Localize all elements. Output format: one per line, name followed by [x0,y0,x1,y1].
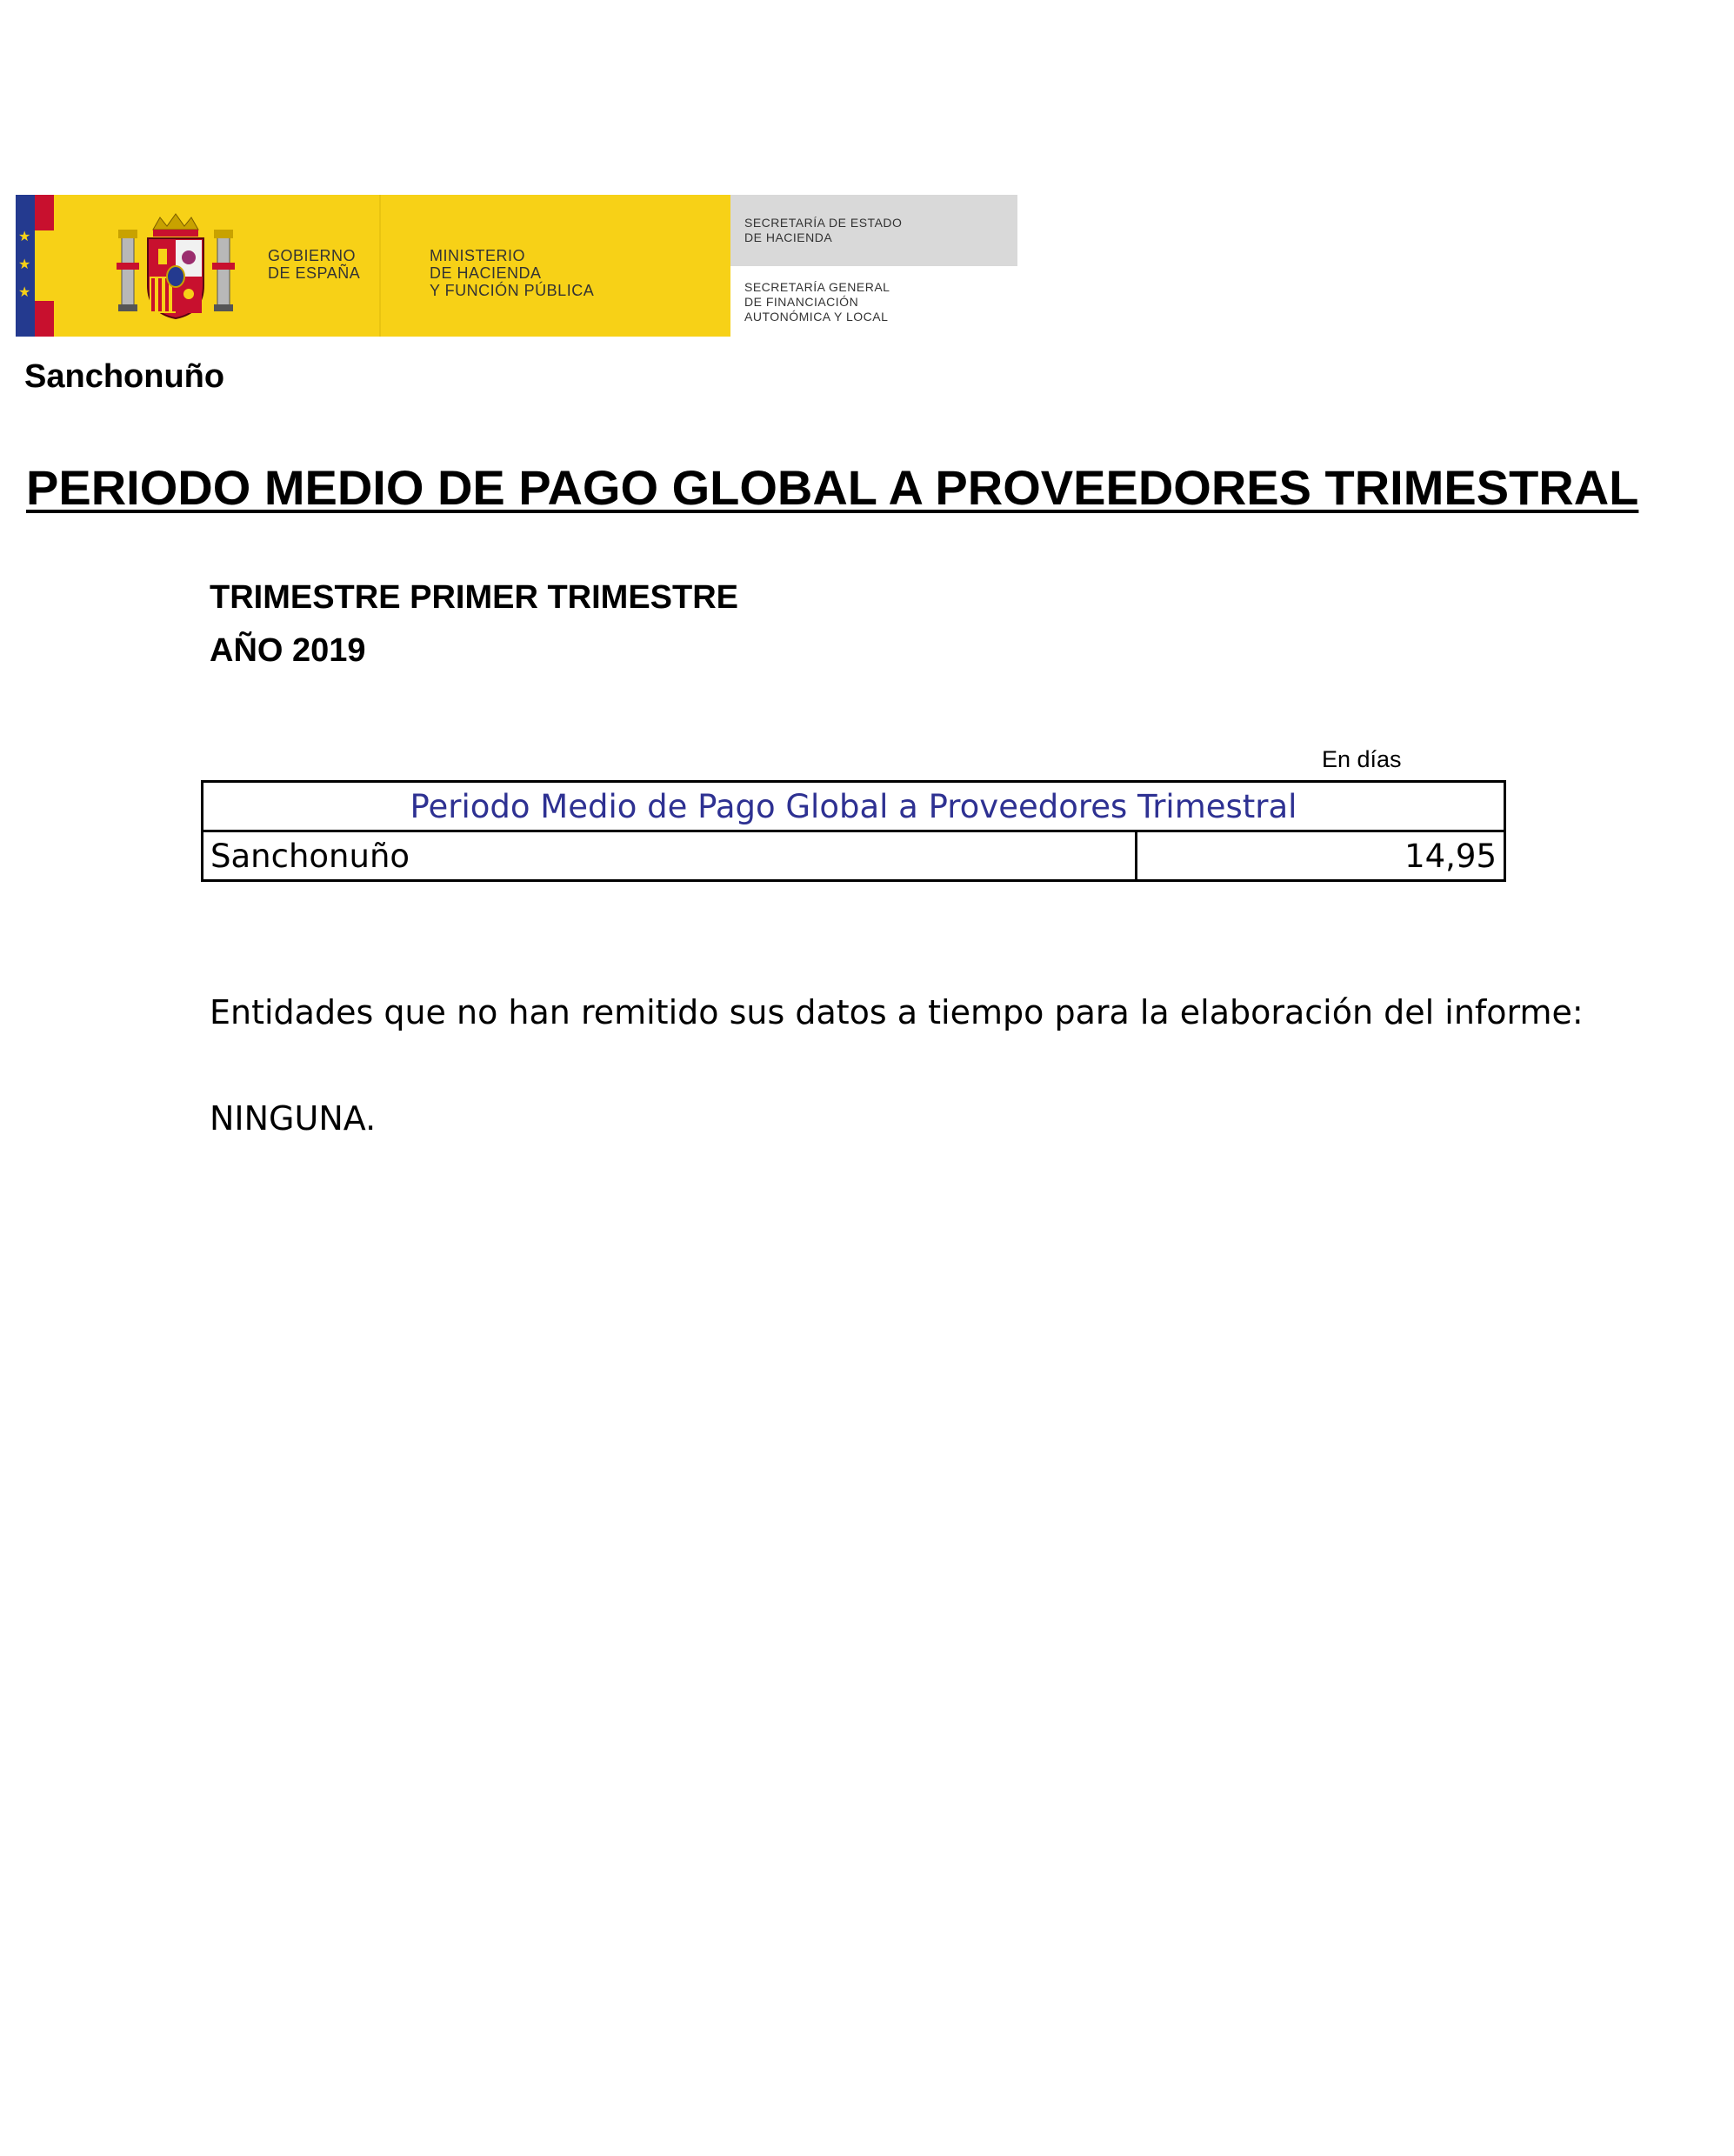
municipality-name: Sanchonuño [24,358,225,395]
ministry-name: MINISTERIO DE HACIENDA Y FUNCIÓN PÚBLICA [430,247,595,299]
page-title: PERIODO MEDIO DE PAGO GLOBAL A PROVEEDORES TRIMESTRAL [26,460,1639,515]
table-row [203,831,1505,881]
quarter-label: TRIMESTRE PRIMER TRIMESTRE [210,579,739,616]
coat-of-arms-icon [115,210,237,324]
pmp-value-cell: 14,95 [1137,831,1505,881]
star-icon: ★ [18,256,31,272]
government-name: GOBIERNO DE ESPAÑA [268,247,361,282]
table-header: Periodo Medio de Pago Global a Proveedores Trimestral [203,782,1505,831]
year-label: AÑO 2019 [210,632,366,669]
secretaria-general-block: SECRETARÍA GENERAL DE FINANCIACIÓN AUTONÓMICA Y LOCAL [730,266,1017,337]
header-banner [16,195,1017,337]
entity-cell: Sanchonuño [203,831,1137,881]
unit-note: En días [1322,746,1402,772]
missing-entities-value: NINGUNA. [210,1099,377,1138]
star-icon: ★ [18,284,31,300]
pmp-table [201,780,1506,882]
star-icon: ★ [18,228,31,244]
missing-entities-label: Entidades que no han remitido sus datos a tiempo para la elaboración del informe: [210,993,1584,1031]
secretaria-estado-block: SECRETARÍA DE ESTADO DE HACIENDA [730,195,1017,266]
government-logo-block [54,195,730,337]
spain-flag-strip [35,195,54,337]
eu-flag-strip [16,195,35,337]
table-header-row [203,782,1505,831]
